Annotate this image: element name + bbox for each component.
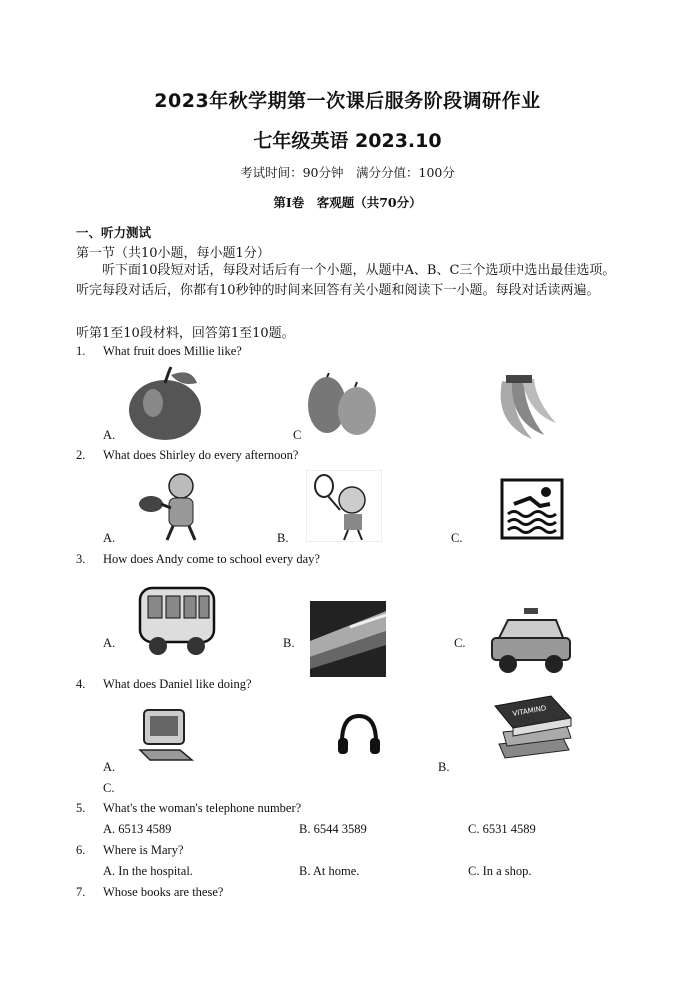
question-text: What's the woman's telephone number? <box>103 801 302 815</box>
train-image <box>310 601 386 677</box>
section-heading: 一、听力测试 <box>76 225 152 240</box>
question-number: 7. <box>76 885 86 899</box>
question-number: 2. <box>76 448 86 462</box>
question-number: 4. <box>76 677 86 691</box>
taxi-image <box>490 606 572 676</box>
book-cover-text: VITAMIND <box>511 704 547 718</box>
question-text: What does Shirley do every afternoon? <box>103 448 299 462</box>
banana-image <box>492 373 560 443</box>
option-label: C <box>293 428 302 442</box>
bus-image <box>136 582 218 658</box>
option-label: C. <box>451 531 463 545</box>
computer-image <box>136 708 196 766</box>
question-number: 6. <box>76 843 86 857</box>
question-number: 5. <box>76 801 86 815</box>
books-image <box>495 696 571 758</box>
option-label: C. <box>454 636 466 650</box>
question-text: What does Daniel like doing? <box>103 677 252 691</box>
exam-title: 2023年秋学期第一次课后服务阶段调研作业 <box>154 90 541 112</box>
question-text: How does Andy come to school every day? <box>103 552 320 566</box>
part-title: 第Ⅰ卷 客观题（共70分） <box>273 195 422 210</box>
option-label: A. <box>103 636 116 650</box>
question-text: Whose books are these? <box>103 885 224 899</box>
sub-heading: 第一节（共10小题，每小题1分） <box>76 246 270 261</box>
question-text: What fruit does Millie like? <box>103 344 242 358</box>
option-label: B. <box>283 636 295 650</box>
pear-image <box>305 373 379 437</box>
option-label: A. <box>103 760 116 774</box>
option-label: B. At home. <box>299 864 360 878</box>
option-label: B. <box>277 531 289 545</box>
swimming-image <box>500 478 566 542</box>
instructions: 听下面10段短对话，每段对话后有一个小题，从题中A、B、C三个选项中选出最佳选项。听完每段对话后，你都有10秒钟的时间来回答有关小题和阅读下一小题。每段对话读两遍。 <box>76 263 616 298</box>
exam-info: 考试时间：90分钟 满分分值：100分 <box>240 165 455 180</box>
option-label: C. <box>103 781 115 795</box>
exam-subtitle: 七年级英语 2023.10 <box>253 130 442 152</box>
option-label: C. 6531 4589 <box>468 822 536 836</box>
option-label: B. 6544 3589 <box>299 822 367 836</box>
option-label: A. In the hospital. <box>103 864 193 878</box>
question-number: 3. <box>76 552 86 566</box>
question-text: Where is Mary? <box>103 843 184 857</box>
option-label: B. <box>438 760 450 774</box>
tennis-image <box>306 470 382 542</box>
option-label: C. In a shop. <box>468 864 532 878</box>
option-label: A. <box>103 428 116 442</box>
option-label: A. <box>103 531 116 545</box>
option-label: A. 6513 4589 <box>103 822 172 836</box>
apple-image <box>125 365 207 443</box>
headphones-image <box>336 712 382 758</box>
range-note: 听第1至10段材料，回答第1至10题。 <box>76 326 295 341</box>
question-number: 1. <box>76 344 86 358</box>
ping-pong-image <box>135 470 209 542</box>
